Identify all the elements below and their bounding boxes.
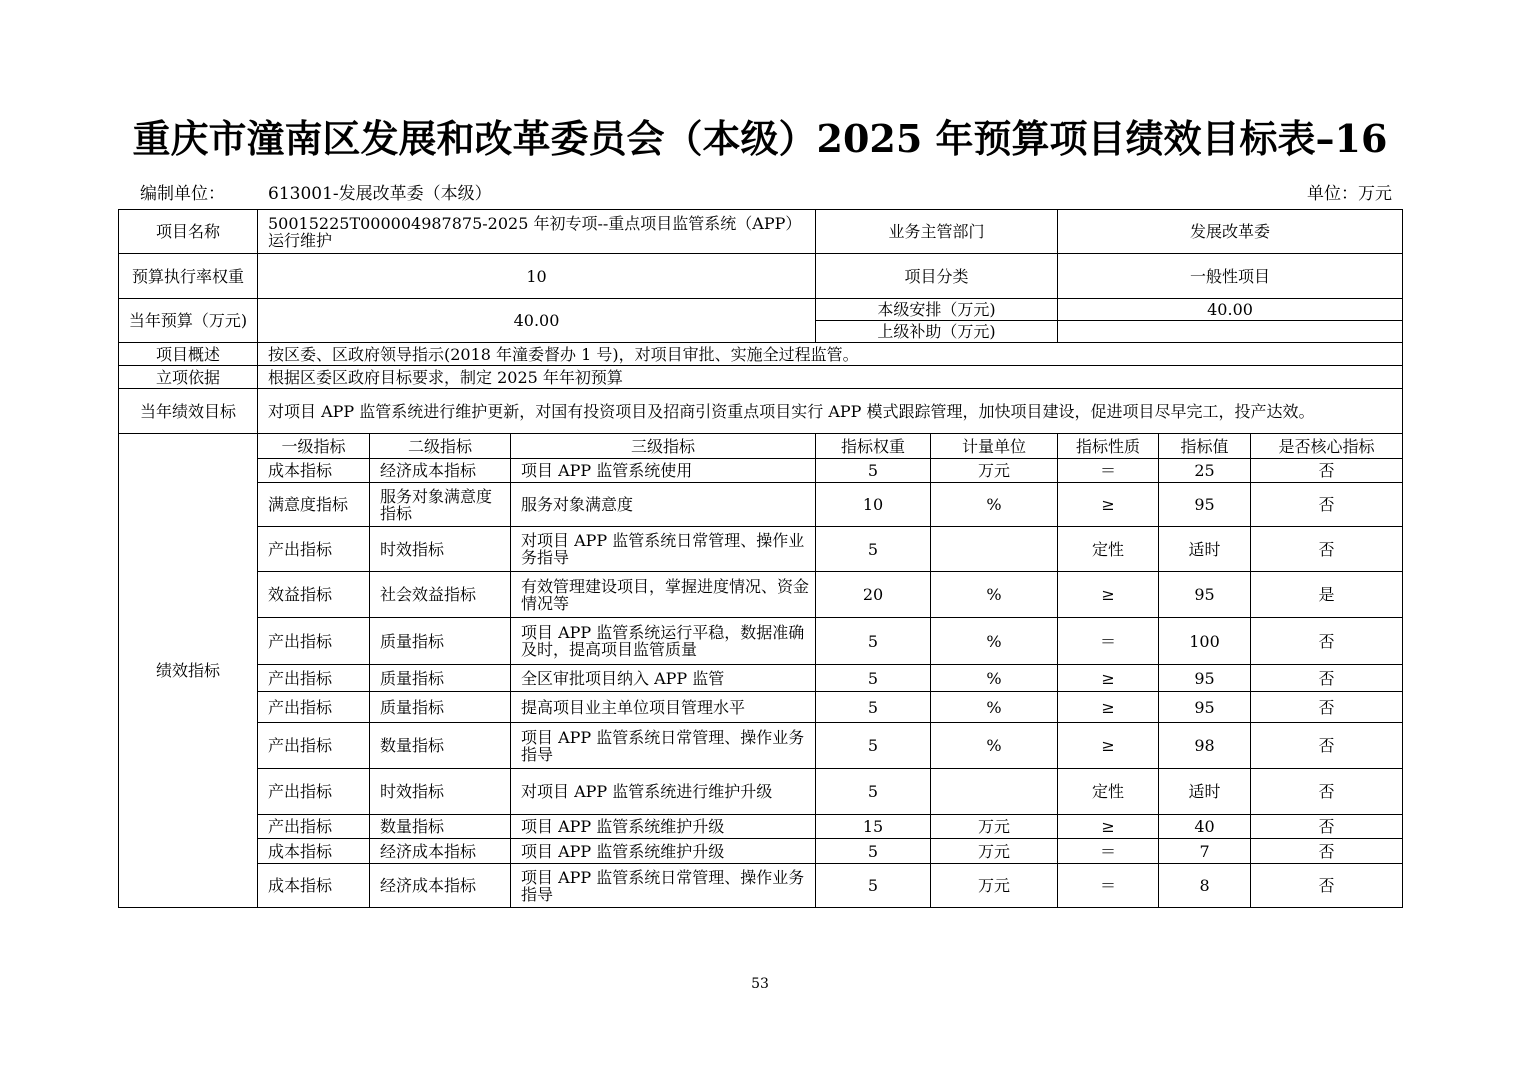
category-label: 项目分类 [816, 254, 1058, 299]
indicators-label: 绩效指标 [119, 434, 258, 908]
indicator-cell: 5 [816, 527, 931, 572]
basis-value: 根据区委区政府目标要求，制定 2025 年年初预算 [258, 366, 1403, 389]
row-goal [119, 389, 1403, 434]
indicator-cell: 数量指标 [370, 815, 511, 839]
goal-value: 对项目 APP 监管系统进行维护更新，对国有投资项目及招商引资重点项目实行 APP 模式跟踪管理，加快项目建设，促进项目尽早完工，投产达效。 [258, 389, 1403, 434]
indicator-cell: 否 [1251, 723, 1403, 769]
goal-label: 当年绩效目标 [119, 389, 258, 434]
indicator-cell: 产出指标 [258, 618, 370, 665]
indicator-header-cell: 指标权重 [816, 434, 931, 459]
overview-value: 按区委、区政府领导指示(2018 年潼委督办 1 号)，对项目审批、实施全过程监管。 [258, 343, 1403, 366]
indicator-cell: 否 [1251, 815, 1403, 839]
indicator-cell: 项目 APP 监管系统使用 [511, 459, 816, 483]
indicator-cell: 项目 APP 监管系统日常管理、操作业务指导 [511, 864, 816, 908]
indicator-cell: ≥ [1058, 572, 1159, 618]
indicator-cell: 效益指标 [258, 572, 370, 618]
indicator-cell: 质量指标 [370, 692, 511, 723]
indicator-cell: % [931, 723, 1058, 769]
indicator-cell: 是 [1251, 572, 1403, 618]
indicator-cell: 8 [1159, 864, 1251, 908]
indicator-cell: 服务对象满意度指标 [370, 483, 511, 527]
indicator-cell: % [931, 572, 1058, 618]
indicator-row [119, 723, 1403, 769]
currency-unit: 单位：万元 [1307, 184, 1392, 204]
local-value: 40.00 [1058, 299, 1403, 321]
indicator-cell: % [931, 692, 1058, 723]
indicator-cell: 提高项目业主单位项目管理水平 [511, 692, 816, 723]
indicator-row [119, 665, 1403, 692]
indicator-cell: 产出指标 [258, 692, 370, 723]
indicator-cell: ≥ [1058, 815, 1159, 839]
indicator-cell: 95 [1159, 483, 1251, 527]
indicator-row [119, 483, 1403, 527]
indicator-cell: 5 [816, 839, 931, 864]
org-value: 613001-发展改革委（本级） [268, 184, 492, 204]
overview-label: 项目概述 [119, 343, 258, 366]
indicator-cell: ≥ [1058, 665, 1159, 692]
indicator-header-cell: 是否核心指标 [1251, 434, 1403, 459]
budget-label: 当年预算（万元) [119, 299, 258, 343]
upper-label: 上级补助（万元) [816, 321, 1058, 343]
weight-label: 预算执行率权重 [119, 254, 258, 299]
indicator-cell: 对项目 APP 监管系统进行维护升级 [511, 769, 816, 815]
indicator-cell: 5 [816, 618, 931, 665]
indicator-header-cell: 指标值 [1159, 434, 1251, 459]
indicator-cell: 适时 [1159, 527, 1251, 572]
indicator-cell: 全区审批项目纳入 APP 监管 [511, 665, 816, 692]
indicator-cell: 否 [1251, 864, 1403, 908]
indicator-header-cell: 二级指标 [370, 434, 511, 459]
indicator-header-cell: 一级指标 [258, 434, 370, 459]
upper-value [1058, 321, 1403, 343]
indicator-cell: ≥ [1058, 723, 1159, 769]
indicator-row [119, 692, 1403, 723]
indicator-cell: 5 [816, 459, 931, 483]
indicator-cell: 5 [816, 665, 931, 692]
indicator-cell: 100 [1159, 618, 1251, 665]
indicator-row [119, 618, 1403, 665]
indicator-cell: 5 [816, 864, 931, 908]
indicator-cell: 否 [1251, 618, 1403, 665]
org-label: 编制单位： [140, 184, 225, 204]
indicator-cell: 15 [816, 815, 931, 839]
indicator-cell: 适时 [1159, 769, 1251, 815]
budget-value: 40.00 [258, 299, 816, 343]
indicator-cell: 否 [1251, 527, 1403, 572]
indicator-cell: 产出指标 [258, 769, 370, 815]
indicator-row [119, 839, 1403, 864]
indicator-cell: 成本指标 [258, 839, 370, 864]
dept-value: 发展改革委 [1058, 210, 1403, 254]
indicator-cell: ＝ [1058, 618, 1159, 665]
indicator-cell: 产出指标 [258, 527, 370, 572]
indicator-cell: 经济成本指标 [370, 839, 511, 864]
indicator-cell: 项目 APP 监管系统维护升级 [511, 815, 816, 839]
indicator-cell: 10 [816, 483, 931, 527]
indicator-cell: 5 [816, 769, 931, 815]
indicator-cell: 否 [1251, 692, 1403, 723]
project-name: 50015225T000004987875-2025 年初专项--重点项目监管系统（APP）运行维护 [258, 210, 816, 254]
indicator-cell: 时效指标 [370, 769, 511, 815]
indicator-row [119, 769, 1403, 815]
indicator-cell: 项目 APP 监管系统运行平稳，数据准确及时，提高项目监管质量 [511, 618, 816, 665]
indicator-cell: 否 [1251, 459, 1403, 483]
indicator-cell: % [931, 483, 1058, 527]
indicator-cell: 产出指标 [258, 815, 370, 839]
indicator-cell [931, 527, 1058, 572]
basis-label: 立项依据 [119, 366, 258, 389]
row-overview [119, 343, 1403, 366]
indicator-cell: 质量指标 [370, 665, 511, 692]
indicator-cell: 95 [1159, 692, 1251, 723]
performance-table [118, 209, 1403, 908]
indicator-cell: 服务对象满意度 [511, 483, 816, 527]
indicator-cell: 万元 [931, 839, 1058, 864]
indicator-cell: 成本指标 [258, 864, 370, 908]
indicator-cell: ≥ [1058, 483, 1159, 527]
indicator-cell: 社会效益指标 [370, 572, 511, 618]
indicator-cell: 定性 [1058, 769, 1159, 815]
row-basis [119, 366, 1403, 389]
indicator-cell: 产出指标 [258, 723, 370, 769]
indicator-cell: 项目 APP 监管系统日常管理、操作业务指导 [511, 723, 816, 769]
indicator-cell: 5 [816, 692, 931, 723]
project-name-label: 项目名称 [119, 210, 258, 254]
row-budget [119, 299, 1403, 321]
indicator-cell: ＝ [1058, 839, 1159, 864]
indicator-cell: 质量指标 [370, 618, 511, 665]
indicator-cell: ≥ [1058, 692, 1159, 723]
indicator-cell: 否 [1251, 839, 1403, 864]
indicator-header-cell: 计量单位 [931, 434, 1058, 459]
indicator-cell: 对项目 APP 监管系统日常管理、操作业务指导 [511, 527, 816, 572]
indicator-cell: 95 [1159, 572, 1251, 618]
page-number: 53 [751, 976, 769, 992]
indicator-header-row [119, 434, 1403, 459]
indicator-cell: 有效管理建设项目，掌握进度情况、资金情况等 [511, 572, 816, 618]
indicator-cell: 20 [816, 572, 931, 618]
indicator-row [119, 815, 1403, 839]
indicator-row [119, 459, 1403, 483]
indicator-cell: 定性 [1058, 527, 1159, 572]
indicator-row [119, 864, 1403, 908]
indicator-cell: 7 [1159, 839, 1251, 864]
local-label: 本级安排（万元) [816, 299, 1058, 321]
row-weight [119, 254, 1403, 299]
indicator-cell: ＝ [1058, 864, 1159, 908]
category-value: 一般性项目 [1058, 254, 1403, 299]
indicator-cell: 项目 APP 监管系统维护升级 [511, 839, 816, 864]
indicator-cell [931, 769, 1058, 815]
indicator-row [119, 527, 1403, 572]
indicator-cell: 95 [1159, 665, 1251, 692]
indicator-cell: % [931, 618, 1058, 665]
indicator-row [119, 572, 1403, 618]
indicator-cell: 万元 [931, 864, 1058, 908]
indicator-cell: 否 [1251, 665, 1403, 692]
indicator-cell: 否 [1251, 483, 1403, 527]
row-project-name [119, 210, 1403, 254]
indicator-cell: 98 [1159, 723, 1251, 769]
dept-label: 业务主管部门 [816, 210, 1058, 254]
indicator-cell: 经济成本指标 [370, 459, 511, 483]
weight-value: 10 [258, 254, 816, 299]
indicator-cell: 40 [1159, 815, 1251, 839]
indicator-cell: 成本指标 [258, 459, 370, 483]
indicator-header-cell: 三级指标 [511, 434, 816, 459]
indicator-cell: 否 [1251, 769, 1403, 815]
indicator-cell: 25 [1159, 459, 1251, 483]
indicator-cell: 经济成本指标 [370, 864, 511, 908]
indicator-cell: 产出指标 [258, 665, 370, 692]
indicator-cell: 万元 [931, 815, 1058, 839]
indicator-cell: 满意度指标 [258, 483, 370, 527]
indicator-cell: 万元 [931, 459, 1058, 483]
indicator-cell: 时效指标 [370, 527, 511, 572]
indicator-header-cell: 指标性质 [1058, 434, 1159, 459]
page-title: 重庆市潼南区发展和改革委员会（本级）2025 年预算项目绩效目标表–16 [132, 116, 1388, 161]
indicator-cell: % [931, 665, 1058, 692]
indicator-cell: ＝ [1058, 459, 1159, 483]
indicator-cell: 数量指标 [370, 723, 511, 769]
indicator-cell: 5 [816, 723, 931, 769]
